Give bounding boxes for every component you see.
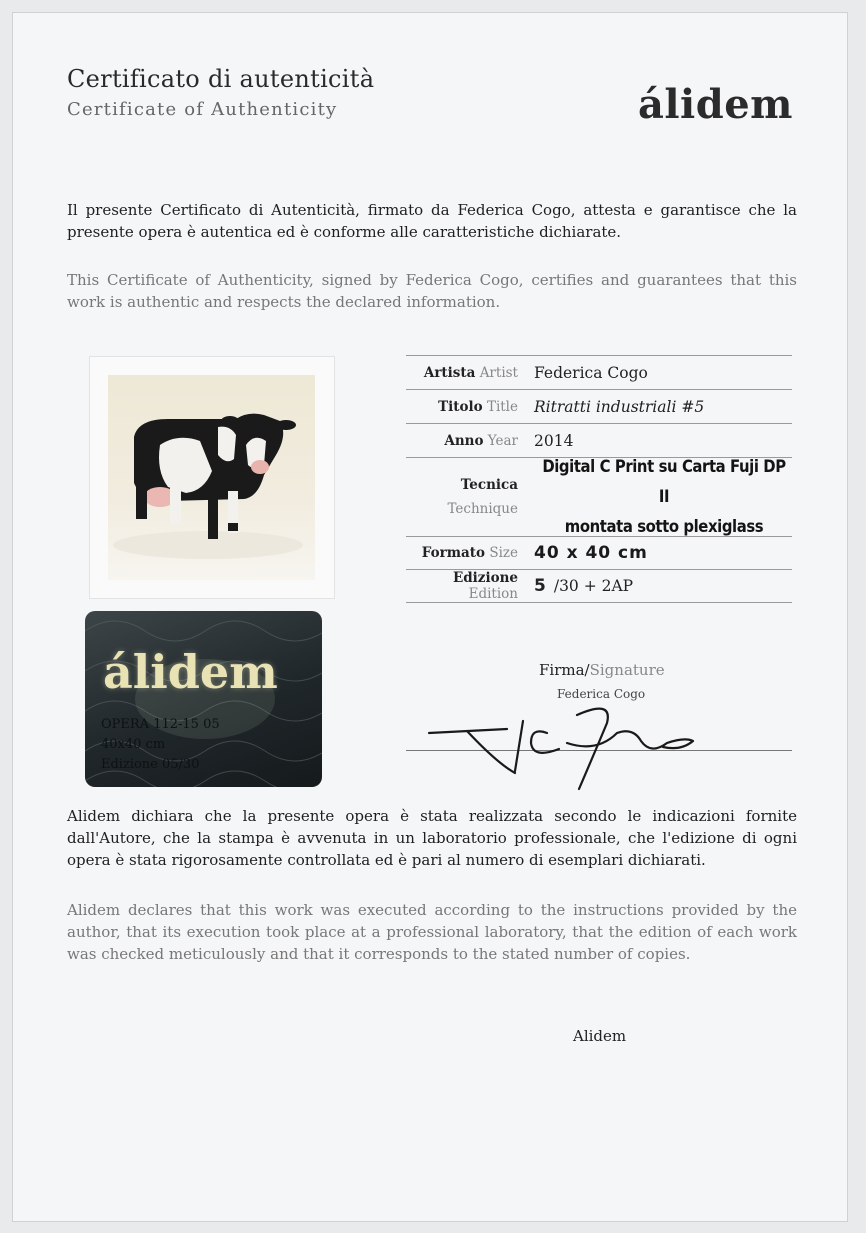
artwork-frame	[89, 356, 335, 599]
artist-value: Federica Cogo	[534, 363, 648, 382]
intro-italian: Il presente Certificato di Autenticità, firmato da Federica Cogo, attesta e garantisce che la presente opera è autentica ed è conforme alle caratteristiche dichiarate.	[67, 201, 797, 241]
alidem-signoff: Alidem	[573, 1027, 627, 1045]
row-artist	[406, 356, 792, 390]
year-value: 2014	[534, 431, 574, 450]
year-label	[406, 433, 530, 449]
edition-value	[530, 576, 792, 596]
handwritten-signature	[427, 703, 697, 793]
hologram-edition: Edizione 05/30	[101, 757, 200, 772]
artist-label	[406, 365, 530, 381]
title-label-it: Titolo	[438, 398, 483, 415]
technique-value	[530, 452, 792, 542]
size-label	[406, 545, 530, 561]
signature-label-en: Signature	[589, 661, 665, 679]
size-label-en: Size	[489, 545, 518, 561]
edition-label	[406, 570, 530, 602]
title-italian: Certificato di autenticità	[67, 65, 375, 93]
hologram-size: 40x40 cm	[101, 737, 166, 752]
year-label-it: Anno	[444, 432, 484, 449]
technique-label	[406, 477, 530, 517]
certificate-sheet	[12, 12, 848, 1222]
row-technique	[406, 458, 792, 537]
alidem-hologram-seal	[85, 611, 322, 787]
technique-label-en: Technique	[447, 501, 518, 517]
signature-label	[539, 661, 665, 679]
details-table	[406, 355, 792, 603]
title-value: Ritratti industriali #5	[534, 397, 705, 416]
title-label	[406, 399, 530, 415]
alidem-logo: álidem	[637, 81, 793, 128]
artist-label-it: Artista	[423, 364, 476, 381]
row-title	[406, 390, 792, 424]
edition-suffix: /30 + 2AP	[553, 577, 634, 595]
year-label-en: Year	[487, 432, 518, 449]
signer-name: Federica Cogo	[557, 687, 646, 701]
hologram-opera-code: OPERA 112-15 05	[101, 717, 220, 732]
intro-english: This Certificate of Authenticity, signed by Federica Cogo, certifies and guarantees that this work is authentic and respects the declared information.	[67, 271, 797, 311]
edition-label-en: Edition	[468, 586, 518, 602]
title-label-en: Title	[486, 398, 518, 415]
size-label-it: Formato	[421, 545, 486, 561]
hologram-logo: álidem	[103, 645, 278, 699]
row-edition	[406, 570, 792, 603]
artist-label-en: Artist	[479, 364, 518, 381]
technique-label-it: Tecnica	[460, 477, 518, 493]
signature-label-it: Firma/	[539, 661, 590, 679]
technique-line-2: montata sotto plexiglass	[564, 517, 764, 536]
technique-line-1: Digital C Print su Carta Fuji DP II	[542, 457, 786, 506]
title-english: Certificate of Authenticity	[67, 99, 338, 120]
edition-number: 5	[534, 576, 546, 596]
size-value: 40 x 40 cm	[534, 543, 648, 563]
declaration-italian: Alidem dichiara che la presente opera è stata realizzata secondo le indicazioni fornite dall'Autore, che la stampa è avvenuta in un laboratorio professionale, che l'edizione di ogni opera è stata rigorosamente controllata ed è pari al numero di esemplari dichiarati.	[67, 807, 797, 869]
declaration-english: Alidem declares that this work was executed according to the instructions provided by the author, that its execution took place at a professional laboratory, that the edition of each work was checked meticulously and that it corresponds to the stated number of copies.	[67, 901, 797, 963]
artwork-cow-image	[108, 375, 315, 580]
edition-label-it: Edizione	[452, 570, 518, 586]
